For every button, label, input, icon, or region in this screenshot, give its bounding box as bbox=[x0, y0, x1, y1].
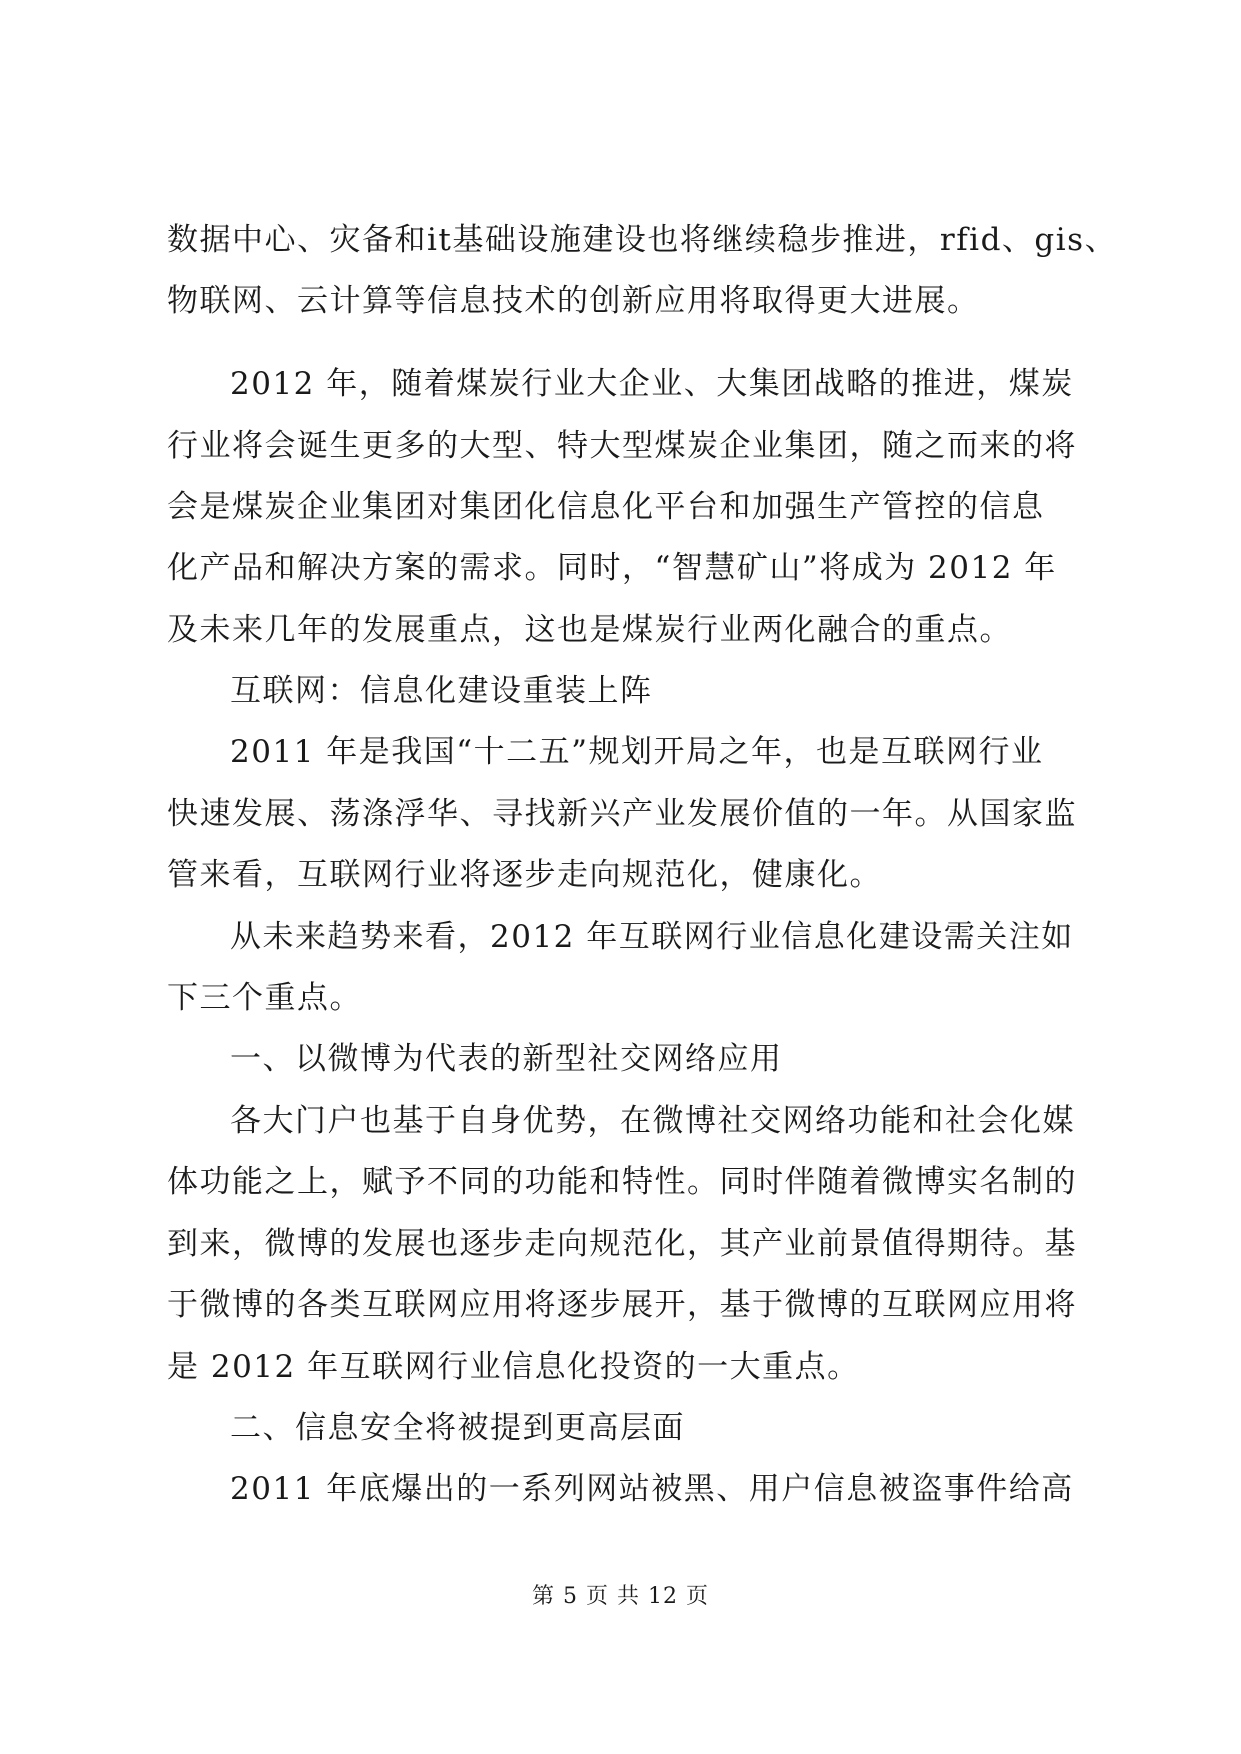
text-line: 下三个重点。 bbox=[167, 980, 362, 1016]
section-heading: 一、以微博为代表的新型社交网络应用 bbox=[230, 1041, 783, 1077]
text-line: 行业将会诞生更多的大型、特大型煤炭企业集团，随之而来的将 bbox=[167, 428, 1077, 464]
text-line: 体功能之上，赋予不同的功能和特性。同时伴随着微博实名制的 bbox=[167, 1164, 1077, 1200]
paragraph-line: 各大门户也基于自身优势，在微博社交网络功能和社会化媒 bbox=[230, 1103, 1075, 1139]
text-line: 化产品和解决方案的需求。同时，“智慧矿山”将成为 2012 年 bbox=[167, 550, 1057, 586]
text-line: 数据中心、灾备和it基础设施建设也将继续稳步推进，rfid、gis、 bbox=[167, 222, 1118, 258]
paragraph-line: 从未来趋势来看，2012 年互联网行业信息化建设需关注如 bbox=[230, 919, 1074, 955]
paragraph-line: 2011 年是我国“十二五”规划开局之年，也是互联网行业 bbox=[230, 734, 1044, 770]
section-heading: 二、信息安全将被提到更高层面 bbox=[230, 1410, 685, 1446]
text-line: 是 2012 年互联网行业信息化投资的一大重点。 bbox=[167, 1349, 860, 1385]
paragraph-line: 2011 年底爆出的一系列网站被黑、用户信息被盗事件给高 bbox=[230, 1471, 1074, 1507]
text-line: 于微博的各类互联网应用将逐步展开，基于微博的互联网应用将 bbox=[167, 1287, 1077, 1323]
text-line: 会是煤炭企业集团对集团化信息化平台和加强生产管控的信息 bbox=[167, 489, 1045, 525]
text-line: 管来看，互联网行业将逐步走向规范化，健康化。 bbox=[167, 857, 882, 893]
page-number-footer: 第 5 页 共 12 页 bbox=[532, 1584, 709, 1609]
section-heading: 互联网：信息化建设重装上阵 bbox=[230, 673, 653, 709]
text-line: 快速发展、荡涤浮华、寻找新兴产业发展价值的一年。从国家监 bbox=[167, 796, 1077, 832]
text-line: 到来，微博的发展也逐步走向规范化，其产业前景值得期待。基 bbox=[167, 1226, 1077, 1262]
paragraph-line: 2012 年，随着煤炭行业大企业、大集团战略的推进，煤炭 bbox=[230, 366, 1074, 402]
text-line: 物联网、云计算等信息技术的创新应用将取得更大进展。 bbox=[167, 283, 980, 319]
text-line: 及未来几年的发展重点，这也是煤炭行业两化融合的重点。 bbox=[167, 612, 1012, 648]
